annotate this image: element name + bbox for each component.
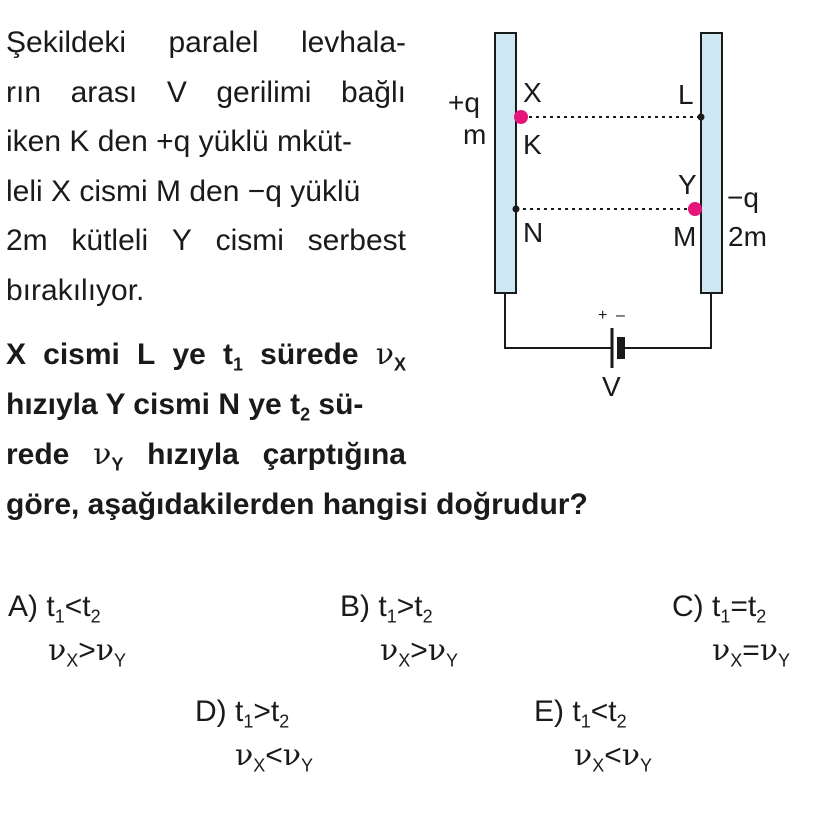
option-a-time: A) $t_1<t_2$	[8, 590, 101, 627]
label-battery-minus: –	[616, 307, 625, 324]
label-n: N	[523, 217, 544, 248]
word: hızıyla Y cismi N ye	[6, 388, 291, 421]
word: Şekildeki	[6, 26, 127, 59]
word: çarptığına	[262, 438, 406, 471]
word: X	[6, 338, 27, 371]
option-d-time: D) $t_1>t_2$	[195, 695, 290, 732]
word: L	[137, 338, 156, 371]
velocity-vx: $\nu_X$	[375, 337, 406, 375]
label-m: m	[463, 119, 487, 150]
time-t1: $t_1$	[223, 338, 244, 375]
word: sü-	[310, 388, 364, 421]
label-l: L	[678, 79, 694, 110]
word: paralel	[168, 26, 259, 59]
stem-line-4	[6, 167, 406, 217]
word: kütleli	[71, 224, 149, 257]
question-line-2	[6, 380, 406, 430]
stem-line-1	[6, 18, 406, 68]
word: levhala-	[300, 26, 406, 59]
circuit-diagram	[430, 0, 830, 410]
option-a[interactable]	[8, 585, 126, 673]
left-plate	[495, 33, 516, 293]
option-e[interactable]	[534, 690, 652, 778]
word: serbest	[307, 224, 406, 257]
point-l-dot	[698, 114, 705, 121]
problem-statement	[6, 18, 406, 315]
option-c-time: C) $t_1=t_2$	[672, 590, 767, 627]
stem-line-3	[6, 117, 406, 167]
option-d[interactable]	[195, 690, 313, 778]
word: iken K den +q yüklü mküt-	[6, 125, 353, 158]
word: rın	[6, 75, 42, 109]
word: cismi	[215, 224, 284, 257]
label-battery-plus: +	[598, 307, 608, 324]
word: rede	[6, 438, 70, 471]
time-t2: $t_2$	[290, 388, 311, 425]
word: sürede	[260, 338, 359, 371]
word: göre, aşağıdakilerden hangisi doğrudur?	[6, 488, 588, 521]
label-m-point: M	[673, 221, 697, 252]
word: leli X cismi M den −q yüklü	[6, 174, 361, 208]
question-line-1	[6, 330, 406, 380]
word: cismi	[43, 338, 120, 371]
wire-left	[505, 293, 612, 348]
question-line-4	[6, 480, 588, 530]
option-b[interactable]	[340, 585, 458, 673]
charge-x-dot	[514, 110, 528, 124]
question-line-3	[6, 430, 406, 480]
option-e-time: E) $t_1<t_2$	[534, 695, 627, 732]
right-plate	[701, 33, 722, 293]
label-plus-q: +q	[448, 87, 480, 118]
word: V	[166, 75, 187, 109]
charge-y-dot	[688, 202, 702, 216]
battery-negative-plate	[617, 337, 625, 359]
word: bırakılıyor.	[6, 273, 145, 307]
option-c[interactable]	[672, 585, 790, 673]
label-k: K	[523, 129, 542, 160]
stem-line-6	[6, 266, 406, 316]
option-a-velocity: $\nu_X>\nu_Y$	[48, 633, 127, 671]
label-voltage-v: V	[602, 371, 621, 402]
wire-right	[625, 293, 711, 348]
option-c-velocity: $\nu_X=\nu_Y$	[712, 633, 791, 671]
point-n-dot	[513, 206, 520, 213]
word: bağlı	[340, 75, 406, 109]
option-b-velocity: $\nu_X>\nu_Y$	[380, 633, 459, 671]
word: hızıyla	[147, 438, 239, 471]
word: Y	[171, 224, 192, 257]
word: 2m	[6, 224, 48, 257]
stem-line-5	[6, 216, 406, 266]
word: arası	[70, 75, 138, 109]
label-minus-q: −q	[727, 182, 759, 213]
label-2m: 2m	[728, 221, 767, 252]
velocity-vy: $\nu_Y$	[93, 437, 124, 475]
option-b-time: B) $t_1>t_2$	[340, 590, 433, 627]
word: gerilimi	[216, 75, 312, 109]
option-e-velocity: $\nu_X<\nu_Y$	[574, 738, 653, 776]
parallel-plates-figure	[430, 0, 830, 410]
stem-line-2	[6, 68, 406, 118]
option-d-velocity: $\nu_X<\nu_Y$	[235, 738, 314, 776]
word: ye	[172, 338, 206, 371]
label-x: X	[523, 77, 542, 108]
label-y: Y	[678, 169, 697, 200]
